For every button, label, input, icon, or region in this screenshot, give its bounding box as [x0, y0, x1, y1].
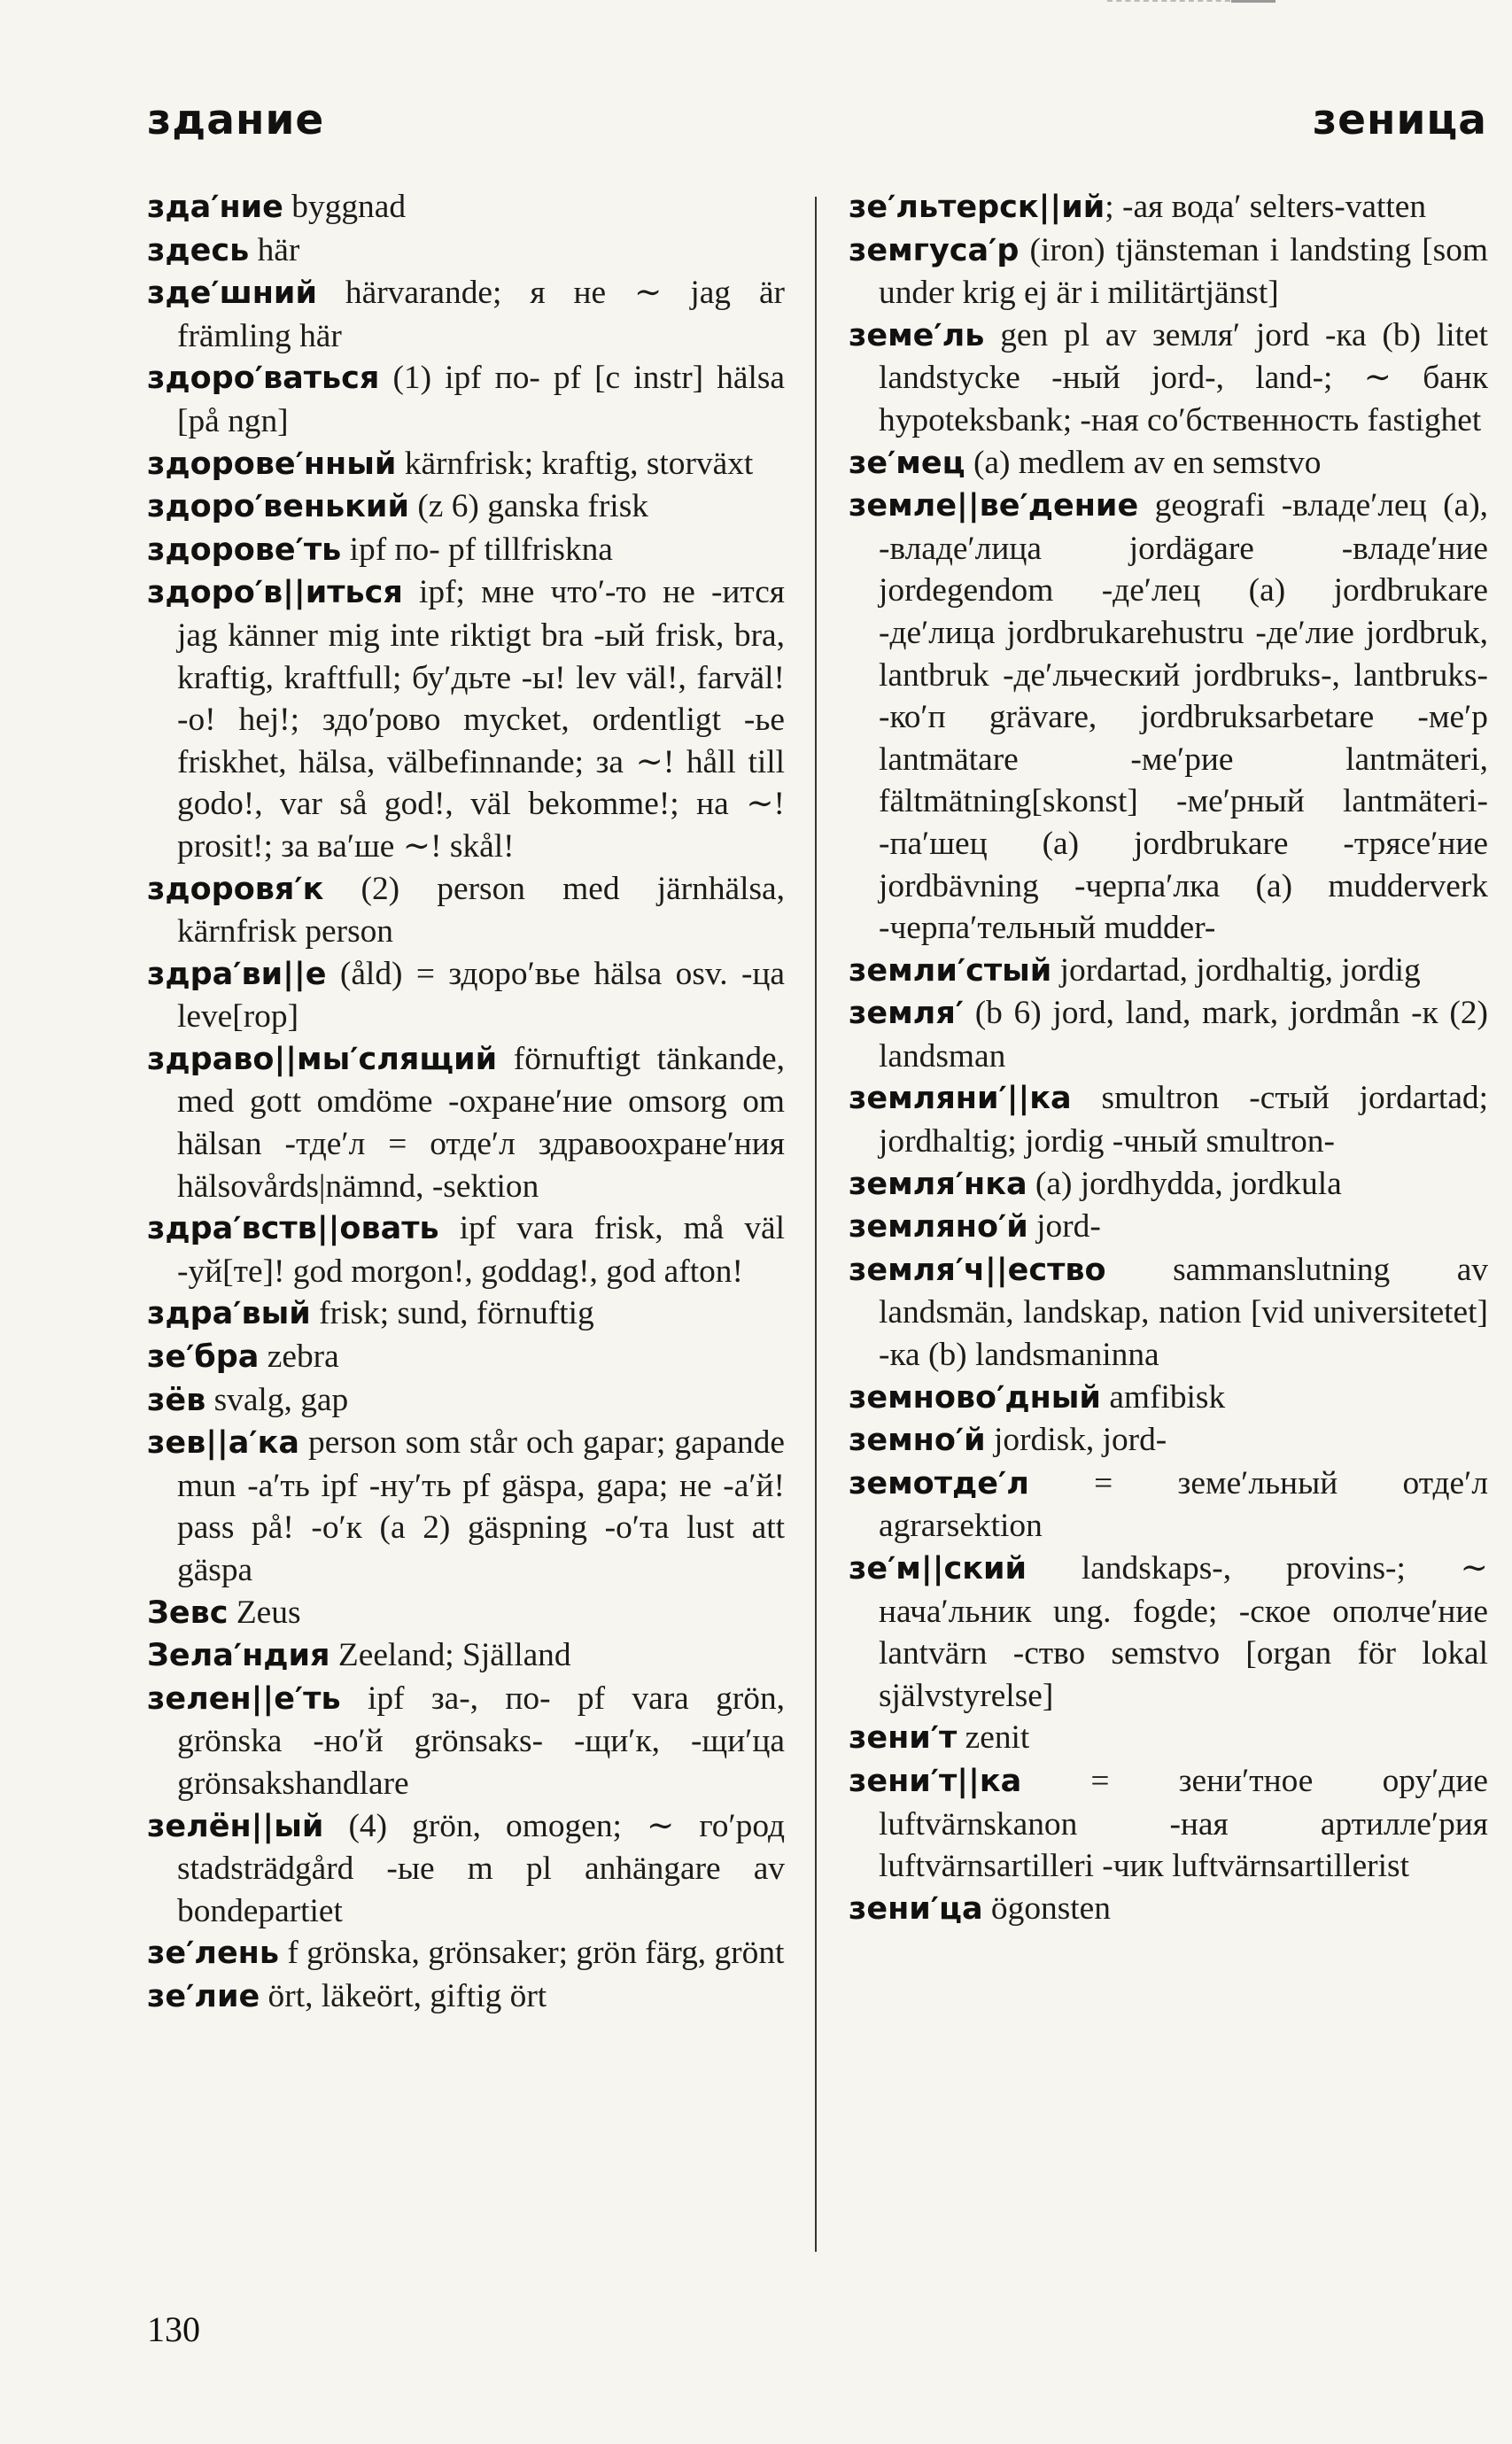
definition: landskaps-, provins-; ∼ нача′льник ung. fogde; -ское ополче′ние lantvärn -ство semstvo [organ för lokal självstyrelse]: [879, 1550, 1488, 1714]
definition: (z 6) ganska frisk: [408, 488, 648, 525]
top-edge-mark-dark: [1231, 0, 1276, 3]
definition: zebra: [259, 1338, 339, 1376]
dictionary-entry: [147, 1336, 785, 1379]
headword: зда′ние: [147, 190, 283, 225]
headword: земгуса′р: [849, 232, 1020, 268]
dictionary-entry: [147, 357, 785, 442]
definition: gen pl av земля′ jord -ка (b) litet landstycke -ный jord-, land-; ∼ банк hypoteksbank; -ная со′бственность fastighet: [879, 316, 1488, 438]
definition: jord-: [1027, 1208, 1101, 1245]
headword: здоро′венький: [147, 489, 409, 525]
dictionary-entry: [849, 992, 1488, 1077]
definition: (a) medlem av en semstvo: [965, 444, 1322, 481]
headword: зелён||ый: [147, 1808, 324, 1844]
definition: ipf; мне что′-то не -ится jag känner mig inte riktigt bra -ый frisk, bra, kraftig, kraftfull; бу′дьте -ы! lev väl!, farväl! -о! hej!; здо′рово mycket, ordentligt -ье friskhet, hälsa, välbefinnande; за ∼! håll till godo!, var så god!, väl bekomme!; на ∼! prosit!; за ва′ше ∼! skål!: [177, 574, 785, 865]
dictionary-entry: [147, 229, 785, 273]
dictionary-entry: [849, 186, 1488, 229]
headword: земля′ч||ество: [849, 1252, 1106, 1288]
definition: Zeus: [228, 1594, 301, 1631]
headword: Зевс: [147, 1594, 229, 1631]
definition: (a) jordhydda, jordkula: [1027, 1165, 1342, 1202]
headword: здра′вый: [147, 1296, 311, 1332]
dictionary-entry: [147, 1292, 785, 1336]
headword: зев||а′ка: [147, 1425, 300, 1462]
headword: зёв: [147, 1382, 206, 1418]
dictionary-entry: [849, 1463, 1488, 1548]
headword: Зела′ндия: [147, 1638, 330, 1674]
right-column: [849, 186, 1488, 1930]
headword: зени′т||ка: [849, 1763, 1022, 1799]
dictionary-entry: [147, 1379, 785, 1423]
headword: зе′льтерск||ий: [849, 190, 1105, 225]
dictionary-entry: [147, 1975, 785, 2019]
headword: земляни′||ка: [849, 1081, 1072, 1117]
definition: här: [249, 231, 300, 268]
definition: byggnad: [283, 189, 407, 225]
definition: ipf vara frisk, må väl -уй[те]! god morgon!, goddag!, god afton!: [177, 1210, 785, 1290]
definition: (2) person med järnhälsa, kärnfrisk person: [177, 870, 785, 950]
definition: = земе′льный отде′л agrarsektion: [879, 1464, 1488, 1545]
dictionary-entry: [147, 1805, 785, 1933]
headword: здоровя′к: [147, 871, 324, 907]
headword: здорове′ть: [147, 531, 342, 568]
definition: = зени′тное ору′дие luftvärnskanon -ная артилле′рия luftvärnsartilleri -чик luftvärnsartillerist: [879, 1762, 1488, 1885]
definition: f grönska, grönsaker; grön färg, grönt: [279, 1935, 785, 1972]
headword: здраво||мы′слящий: [147, 1041, 498, 1077]
left-column: [147, 186, 785, 2019]
definition: geografi -владе′лец (a), -владе′лица jordägare -владе′ние jordegendom -де′лец (a) jordbrukare -де′лица jordbrukarehustru -де′лие jordbruk, lantbruk -де′льческий jordbruks-, lantbruks- -ко′п grävare, jordbruksarbetare -ме′р lantmätare -ме′рие lantmäteri, fältmätning[skonst] -ме′рный lantmäteri- -па′шец (a) jordbrukare -трясе′ние jordbävning -черпа′лка (a) mudderverk -черпа′тельный mudder-: [879, 487, 1488, 947]
headword: здесь: [147, 232, 250, 268]
headword: зе′м||ский: [849, 1551, 1027, 1587]
dictionary-entry: [849, 1419, 1488, 1463]
dictionary-entry: [849, 485, 1488, 950]
dictionary-entry: [849, 1760, 1488, 1888]
definition: ipf по- pf tillfriskna: [341, 531, 613, 568]
headword: земново′дный: [849, 1379, 1101, 1416]
headword: здра′вств||овать: [147, 1211, 439, 1247]
definition: sammanslutning av landsmän, landskap, nation [vid universitetet] -ка (b) landsmaninna: [879, 1251, 1488, 1374]
headword: зени′т: [849, 1720, 958, 1757]
definition: (iron) tjänsteman i landsting [som under krig ej är i militärtjänst]: [879, 231, 1488, 312]
dictionary-entry: [849, 442, 1488, 485]
dictionary-entry: [849, 950, 1488, 993]
dictionary-entry: [147, 571, 785, 867]
dictionary-entry: [147, 529, 785, 572]
definition: svalg, gap: [205, 1381, 349, 1418]
headword: зде′шний: [147, 275, 317, 312]
dictionary-entry: [147, 1634, 785, 1678]
headword: зени′ца: [849, 1890, 983, 1927]
dictionary-entry: [849, 1377, 1488, 1420]
definition: (1) ipf по- pf [c instr] hälsa [på ngn]: [177, 360, 785, 439]
definition: frisk; sund, förnuftig: [310, 1295, 594, 1332]
dictionary-entry: [849, 1548, 1488, 1717]
definition: smultron -стый jordartad; jordhaltig; jordig -чный smultron-: [879, 1080, 1488, 1160]
running-head-right: зеница: [1312, 96, 1487, 144]
dictionary-entry: [147, 485, 785, 529]
definition: jordisk, jord-: [985, 1422, 1167, 1459]
definition: (b 6) jord, land, mark, jordmån -к (2) landsman: [879, 995, 1488, 1075]
headword: земляно′й: [849, 1209, 1028, 1245]
dictionary-entry: [849, 314, 1488, 442]
dictionary-entry: [849, 1249, 1488, 1377]
dictionary-entry: [849, 1077, 1488, 1162]
headword: земли′стый: [849, 952, 1052, 989]
headword: зе′лие: [147, 1978, 260, 2014]
definition: (4) grön, omogen; ∼ го′род stadsträdgård -ые m pl anhängare av bondepartiet: [177, 1807, 785, 1929]
headword: здорове′нный: [147, 446, 397, 482]
definition: person som står och gapar; gapande mun -а′ть ipf -ну′ть pf gäspa, gapa; не -а′й! pass på! -о′к (a 2) gäspning -о′та lust att gäspa: [177, 1424, 785, 1588]
dictionary-entry: [147, 1932, 785, 1975]
headword: зе′мец: [849, 445, 965, 481]
definition: jordartad, jordhaltig, jordig: [1051, 951, 1421, 989]
dictionary-entry: [147, 443, 785, 486]
dictionary-entry: [849, 1206, 1488, 1249]
dictionary-entry: [147, 1592, 785, 1635]
headword: земе′ль: [849, 317, 985, 353]
dictionary-entry: [147, 272, 785, 357]
definition: ört, läkeört, giftig ört: [260, 1977, 547, 2014]
definition: Zeeland; Själland: [330, 1637, 571, 1674]
headword: зелен||е′ть: [147, 1680, 341, 1717]
definition: ögonsten: [982, 1889, 1111, 1927]
page-number: 130: [147, 2309, 200, 2349]
definition: zenit: [957, 1719, 1030, 1757]
headword: зе′бра: [147, 1339, 260, 1376]
dictionary-entry: [147, 1038, 785, 1207]
definition: ipf за-, по- pf vara grön, grönska -но′й grönsaks- -щи′к, -щи′ца grönsakshandlare: [177, 1680, 785, 1802]
headword: зе′лень: [147, 1936, 279, 1972]
headword: земотде′л: [849, 1465, 1029, 1501]
headword: земно′й: [849, 1423, 986, 1459]
dictionary-entry: [849, 1163, 1488, 1206]
running-head-left: здание: [147, 96, 325, 144]
headword: здоро′в||иться: [147, 575, 403, 611]
headword: здра′ви||е: [147, 956, 327, 992]
definition: (åld) = здоро′вье hälsa osv. -ца leve[rop]: [177, 955, 785, 1036]
dictionary-entry: [849, 1888, 1488, 1931]
column-divider: [815, 197, 817, 2252]
headword: здоро′ваться: [147, 361, 380, 397]
definition: härvarande; я не ∼ jag är främling här: [177, 275, 785, 354]
headword: земля′нка: [849, 1166, 1027, 1202]
definition: amfibisk: [1100, 1378, 1226, 1416]
dictionary-entry: [147, 868, 785, 953]
dictionary-entry: [147, 1422, 785, 1591]
dictionary-entry: [147, 953, 785, 1038]
headword: земля′: [849, 996, 965, 1032]
definition: kärnfrisk; kraftig, storväxt: [396, 445, 754, 482]
definition: förnuftigt tänkande, med gott omdöme -охране′ние omsorg om hälsan -тде′л = отде′л здравоохране′ния hälsovårds|nämnd, -sektion: [177, 1040, 785, 1205]
dictionary-entry: [849, 1717, 1488, 1760]
headword: земле||ве′дение: [849, 488, 1139, 524]
definition: ; -ая вода′ selters-vatten: [1105, 189, 1427, 225]
dictionary-entry: [147, 186, 785, 229]
dictionary-entry: [147, 1207, 785, 1292]
dictionary-entry: [849, 229, 1488, 314]
dictionary-entry: [147, 1678, 785, 1805]
